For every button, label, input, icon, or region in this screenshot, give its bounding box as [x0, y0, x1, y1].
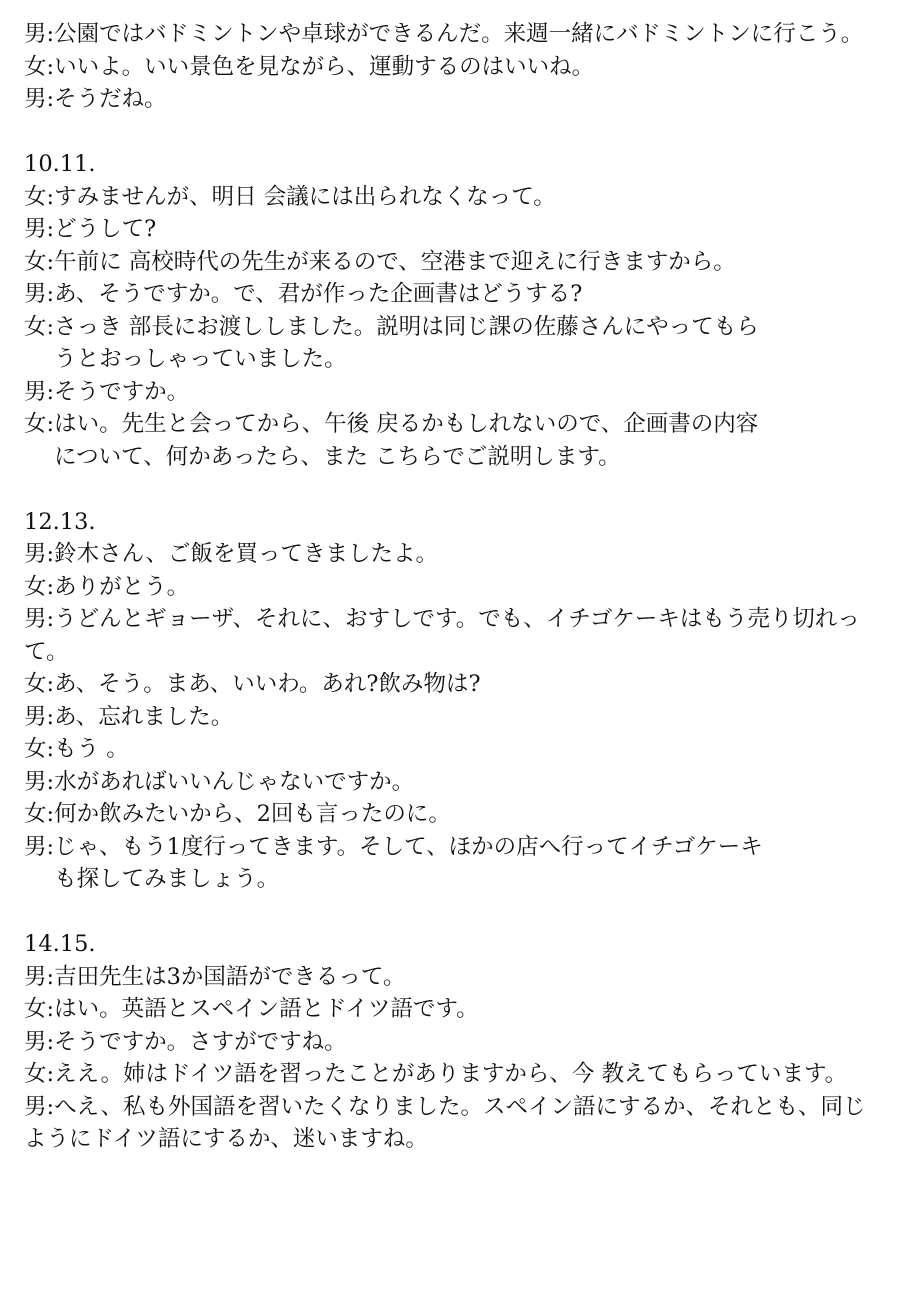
- utterance-text: 鈴木さん、ご飯を買ってきましたよ。: [54, 541, 438, 567]
- dialogue-line: [24, 831, 872, 896]
- dialogue-line: [24, 311, 872, 376]
- dialogue-line: [24, 213, 872, 246]
- utterance-text: あ、そう。まあ、いいわ。あれ?飲み物は?: [54, 671, 481, 697]
- dialogue-line: [24, 1091, 872, 1156]
- speaker-label: 女:: [24, 1061, 55, 1087]
- utterance-text: じゃ、もう1度行ってきます。そして、ほかの店へ行ってイチゴケーキも探してみましょう。: [54, 833, 763, 892]
- utterance-text: そうですか。さすがですね。: [54, 1028, 347, 1055]
- utterance-text: さっき 部長にお渡ししました。説明は同じ課の佐藤さんにやってもらうとおっしゃっていました。: [54, 313, 759, 372]
- utterance-text: うどんとギョーザ、それに、おすしです。でも、イチゴケーキはもう売り切れって。: [24, 606, 860, 665]
- speaker-label: 男:: [24, 216, 55, 242]
- utterance-text: 公園ではバドミントンや卓球ができるんだ。来週一緒にバドミントンに行こう。: [54, 21, 864, 47]
- question-number: 10.11.: [24, 151, 96, 177]
- speaker-label: 女:: [24, 313, 55, 340]
- utterance-text: はい。先生と会ってから、午後 戻るかもしれないので、企画書の内容について、何かあったら、また こちらでご説明します。: [54, 411, 759, 470]
- dialogue-line: [24, 181, 872, 214]
- utterance-text: 水があればいいんじゃないですか。: [54, 768, 415, 795]
- speaker-label: 女:: [24, 53, 55, 80]
- utterance-text: へえ、私も外国語を習いたくなりました。スペイン語にするか、それとも、同じようにドイツ語にするか、迷いますね。: [24, 1093, 866, 1152]
- utterance-text: もう 。: [54, 736, 129, 762]
- dialogue-line: [24, 798, 872, 831]
- question-number: 12.13.: [24, 508, 96, 535]
- speaker-label: 女:: [24, 248, 55, 275]
- utterance-text: ありがとう。: [54, 573, 190, 600]
- utterance-text: どうして?: [54, 216, 157, 242]
- speaker-label: 女:: [24, 801, 55, 827]
- dialogue-line: [24, 701, 872, 734]
- dialogue-line: [24, 83, 872, 116]
- speaker-label: 男:: [24, 963, 55, 990]
- speaker-label: 男:: [24, 833, 55, 860]
- dialogue-line: [24, 18, 872, 51]
- utterance-text: 何か飲みたいから、2回も言ったのに。: [54, 801, 451, 827]
- dialogue-section: [24, 18, 872, 116]
- speaker-label: 男:: [24, 281, 55, 307]
- dialogue-line: [24, 668, 872, 701]
- speaker-label: 男:: [24, 21, 55, 47]
- utterance-text: 午前に 高校時代の先生が来るので、空港まで迎えに行きますから。: [54, 248, 736, 275]
- speaker-label: 男:: [24, 86, 55, 112]
- speaker-label: 男:: [24, 768, 55, 795]
- dialogue-line: [24, 376, 872, 409]
- speaker-label: 男:: [24, 541, 55, 567]
- speaker-label: 男:: [24, 703, 55, 730]
- dialogue-line: [24, 1026, 872, 1059]
- utterance-text: 吉田先生は3か国語ができるって。: [54, 963, 406, 990]
- speaker-label: 女:: [24, 183, 55, 210]
- dialogue-section: [24, 148, 872, 473]
- speaker-label: 女:: [24, 573, 55, 600]
- dialogue-line: [24, 571, 872, 604]
- question-number: 14.15.: [24, 931, 96, 957]
- dialogue-line: [24, 246, 872, 279]
- dialogue-section: [24, 506, 872, 896]
- speaker-label: 男:: [24, 1093, 55, 1120]
- dialogue-line: [24, 538, 872, 571]
- speaker-label: 男:: [24, 378, 55, 405]
- speaker-label: 女:: [24, 736, 55, 762]
- dialogue-line: [24, 733, 872, 766]
- dialogue-line: [24, 1058, 872, 1091]
- utterance-text: あ、忘れました。: [54, 703, 234, 730]
- utterance-text: はい。英語とスペイン語とドイツ語です。: [54, 996, 479, 1022]
- dialogue-line: [24, 408, 872, 473]
- dialogue-line: [24, 603, 872, 668]
- dialogue-line: [24, 51, 872, 84]
- dialogue-line: [24, 993, 872, 1026]
- utterance-text: そうですか。: [54, 378, 190, 405]
- utterance-text: すみませんが、明日 会議には出られなくなって。: [54, 183, 556, 210]
- dialogue-line: [24, 278, 872, 311]
- utterance-text: そうだね。: [54, 86, 167, 112]
- utterance-text: いいよ。いい景色を見ながら、運動するのはいいね。: [54, 53, 595, 80]
- speaker-label: 男:: [24, 1028, 55, 1055]
- speaker-label: 女:: [24, 671, 55, 697]
- dialogue-line: [24, 961, 872, 994]
- dialogue-section: [24, 928, 872, 1156]
- speaker-label: 女:: [24, 996, 55, 1022]
- dialogue-line: [24, 766, 872, 799]
- speaker-label: 男:: [24, 606, 55, 632]
- utterance-text: あ、そうですか。で、君が作った企画書はどうする?: [54, 281, 583, 307]
- utterance-text: ええ。姉はドイツ語を習ったことがありますから、今 教えてもらっています。: [54, 1061, 848, 1087]
- speaker-label: 女:: [24, 411, 55, 437]
